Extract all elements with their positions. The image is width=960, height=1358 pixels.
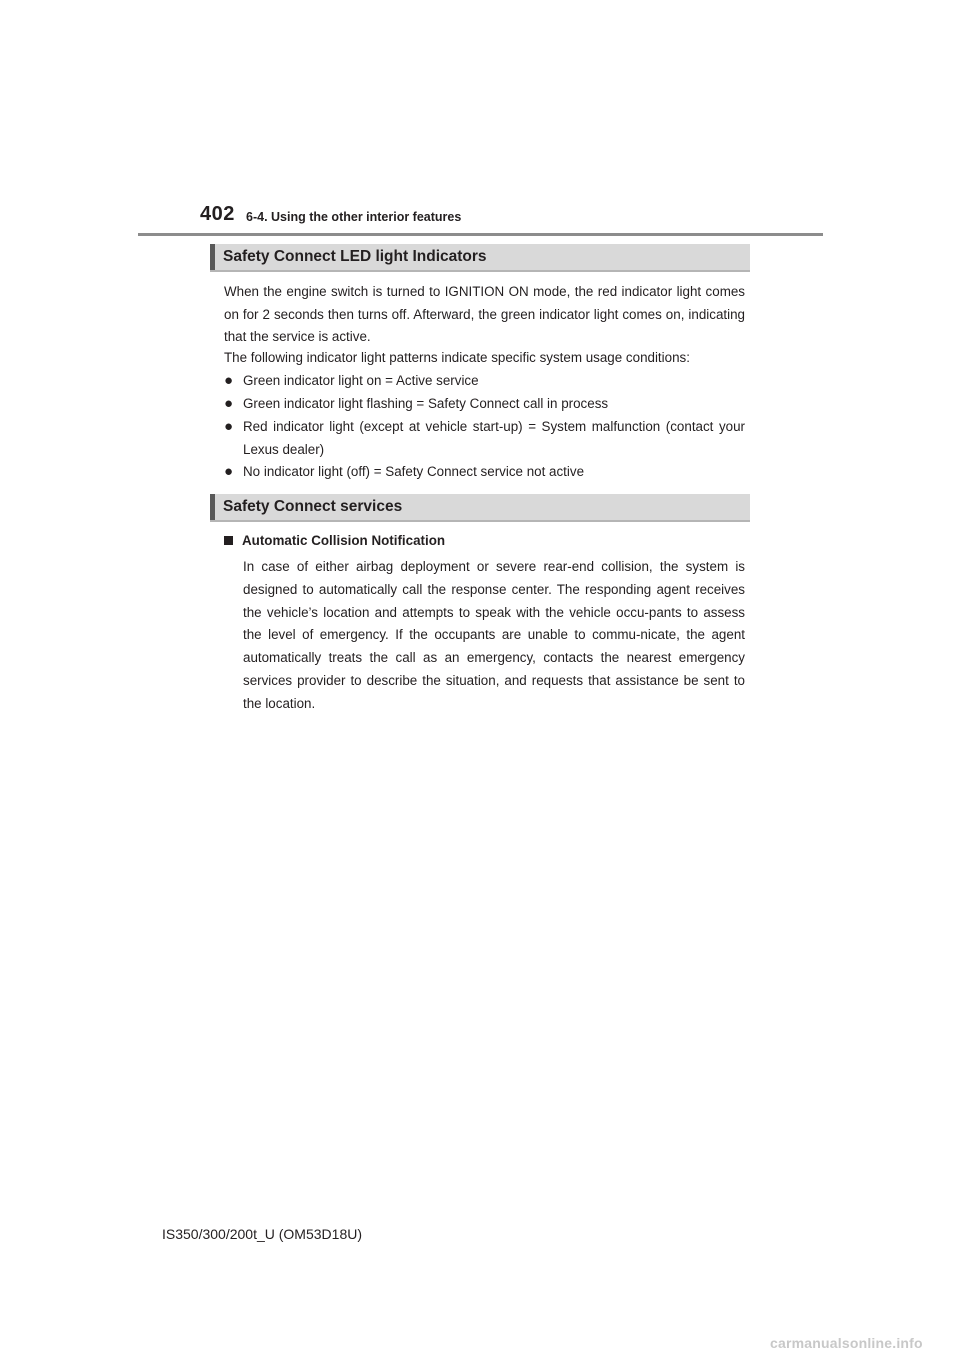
heading-led-indicators — [210, 244, 750, 272]
list-item-text: Red indicator light (except at vehicle start-up) = System malfunction (contact your Lexus dealer) — [243, 419, 745, 457]
bullet-icon: ● — [224, 395, 234, 412]
list-item — [224, 393, 745, 416]
heading-accent — [210, 244, 215, 270]
list-item-text: No indicator light (off) = Safety Connect service not active — [243, 464, 585, 479]
square-bullet-icon — [224, 536, 233, 545]
page-number: 402 — [200, 203, 235, 225]
list-item — [224, 461, 745, 484]
bullet-icon: ● — [224, 418, 234, 435]
heading-label: Safety Connect services — [223, 498, 403, 515]
heading-label: Safety Connect LED light Indicators — [223, 248, 487, 265]
list-item-text: Green indicator light on = Active service — [243, 373, 479, 388]
list-item-text: Green indicator light flashing = Safety Connect call in process — [243, 396, 609, 411]
watermark: carmanualsonline.info — [770, 1335, 923, 1351]
bullet-icon: ● — [224, 463, 234, 480]
heading-services — [210, 494, 750, 522]
subheading-label: Automatic Collision Notification — [242, 533, 446, 548]
subheading-collision — [224, 530, 445, 552]
header-rule — [138, 233, 823, 236]
intro-paragraph: When the engine switch is turned to IGNITION ON mode, the red indicator light comes on for 2 seconds then turns off. Afterward, the green indicator light comes on, indicating that the service is active. — [224, 284, 745, 345]
bullet-icon: ● — [224, 372, 234, 389]
section-title: 6-4. Using the other interior features — [246, 210, 462, 224]
patterns-intro: The following indicator light patterns indicate specific system usage conditions: — [224, 350, 690, 365]
list-item — [224, 370, 745, 393]
heading-accent — [210, 494, 215, 520]
collision-body: In case of either airbag deployment or severe rear-end collision, the system is designed to automatically call the response center. The responding agent receives the vehicle’s location and attempts to speak with the vehicle occu-pants to assess the level of emergency. If the occupants are unable to commu-nicate, the agent automatically treats the call as an emergency, contacts the nearest emergency services provider to describe the situation, and requests that assistance be sent to the location. — [243, 559, 745, 711]
footer-model-code: IS350/300/200t_U (OM53D18U) — [162, 1226, 362, 1242]
list-item — [224, 416, 745, 461]
